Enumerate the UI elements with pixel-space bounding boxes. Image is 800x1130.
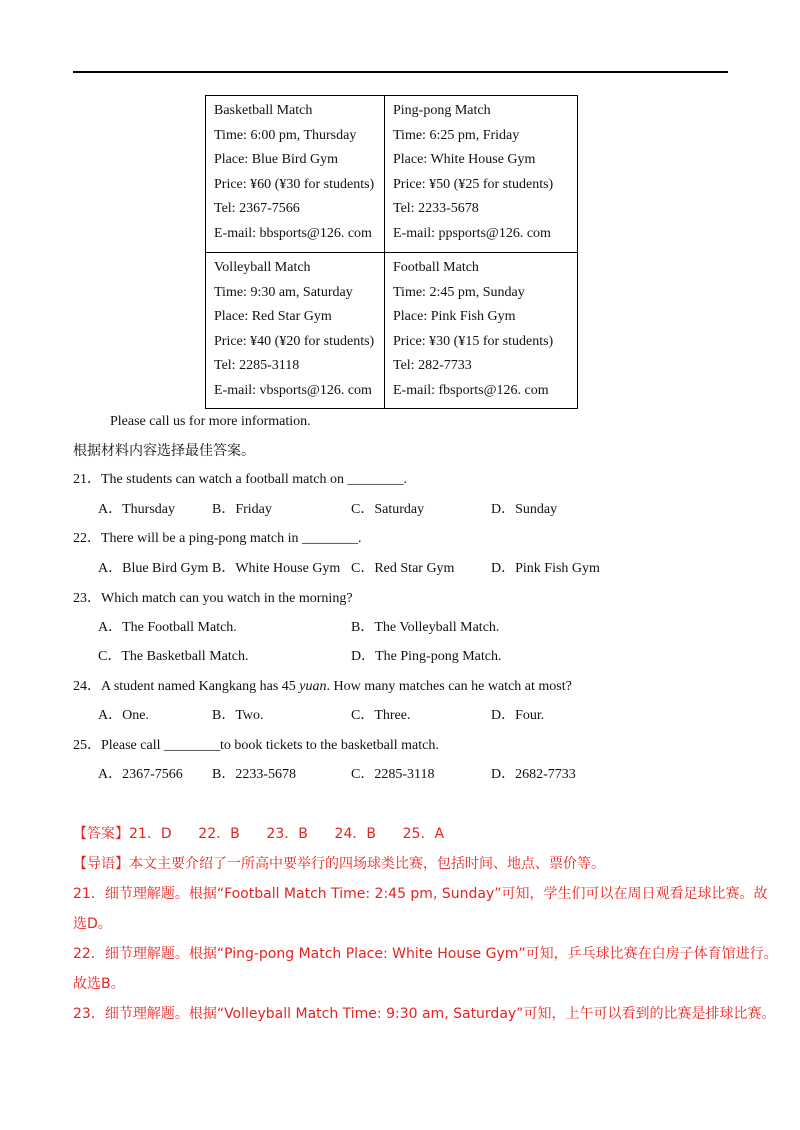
- explanation-line: 22．细节理解题。根据“Ping-pong Match Place: White House Gym”可知，乒乓球比赛在白房子体育馆进行。: [73, 946, 778, 962]
- cell-tel: Tel: 2367-7566: [214, 201, 300, 216]
- question-stem: 25．Please call ________to book tickets to the basketball match.: [73, 738, 439, 753]
- explanation-line: 21．细节理解题。根据“Football Match Time: 2:45 pm, Sunday”可知，学生们可以在周日观看足球比赛。故: [73, 886, 768, 902]
- cell-place: Place: Pink Fish Gym: [393, 309, 516, 324]
- cell-email: E-mail: vbsports@126. com: [214, 382, 372, 398]
- question-stem: 22．There will be a ping-pong match in ________.: [73, 531, 362, 546]
- option-a: A．Thursday: [98, 502, 175, 517]
- option-c: C．Saturday: [351, 502, 425, 517]
- cell-price: Price: ¥60 (¥30 for students): [214, 176, 375, 192]
- cell-place: Place: White House Gym: [393, 152, 536, 167]
- option-d: D．The Ping-pong Match.: [351, 649, 502, 664]
- option-c: C．The Basketball Match.: [98, 649, 249, 664]
- option-b: B．The Volleyball Match.: [351, 620, 500, 635]
- option-a: A．Blue Bird Gym: [98, 561, 209, 576]
- instruction: 根据材料内容选择最佳答案。: [73, 443, 255, 459]
- header-rule: [73, 71, 728, 73]
- cell-price: Price: ¥40 (¥20 for students): [214, 333, 375, 349]
- question-stem: 23．Which match can you watch in the morning?: [73, 591, 353, 606]
- question-stem: [73, 678, 572, 696]
- cell-tel: Tel: 2233-5678: [393, 201, 479, 216]
- match-info-table: [205, 95, 578, 409]
- cell-email: E-mail: fbsports@126. com: [393, 382, 549, 398]
- option-b: B．Friday: [212, 502, 272, 517]
- answer-key: 【答案】21．D 22．B 23．B 24．B 25．A: [73, 826, 445, 842]
- cell-place: Place: Red Star Gym: [214, 309, 332, 324]
- stem-part: 24．A student named Kangkang has 45: [73, 679, 300, 694]
- table-divider-horizontal: [206, 252, 577, 253]
- guide-text: 【导语】本文主要介绍了一所高中要举行的四场球类比赛，包括时间、地点、票价等。: [73, 856, 605, 872]
- volleyball-cell: [214, 256, 374, 403]
- option-a: A．2367-7566: [98, 767, 183, 782]
- explanation-line: 23．细节理解题。根据“Volleyball Match Time: 9:30 am, Saturday”可知，上午可以看到的比赛是排球比赛。: [73, 1006, 776, 1022]
- stem-part: . How many matches can he watch at most?: [326, 679, 572, 694]
- cell-title: Basketball Match: [214, 103, 313, 118]
- option-d: D．Pink Fish Gym: [491, 561, 600, 576]
- cell-email: E-mail: ppsports@126. com: [393, 225, 551, 241]
- option-d: D．2682-7733: [491, 767, 576, 782]
- option-d: D．Four.: [491, 708, 545, 723]
- cell-time: Time: 9:30 am, Saturday: [214, 284, 353, 300]
- cell-tel: Tel: 2285-3118: [214, 358, 300, 373]
- stem-emphasis: yuan: [299, 679, 327, 694]
- cell-price: Price: ¥50 (¥25 for students): [393, 176, 554, 192]
- cell-title: Ping-pong Match: [393, 103, 491, 118]
- option-a: A．One.: [98, 708, 149, 723]
- question-stem: 21．The students can watch a football match on ________.: [73, 472, 407, 487]
- option-b: B．White House Gym: [212, 561, 341, 576]
- cell-email: E-mail: bbsports@126. com: [214, 225, 372, 241]
- cell-time: Time: 6:00 pm, Thursday: [214, 127, 357, 143]
- cell-time: Time: 2:45 pm, Sunday: [393, 284, 525, 300]
- cell-price: Price: ¥30 (¥15 for students): [393, 333, 554, 349]
- basketball-cell: [214, 99, 374, 246]
- option-b: B．Two.: [212, 708, 264, 723]
- option-b: B．2233-5678: [212, 767, 296, 782]
- cell-title: Volleyball Match: [214, 260, 311, 275]
- option-d: D．Sunday: [491, 502, 558, 517]
- cell-place: Place: Blue Bird Gym: [214, 152, 339, 167]
- cell-tel: Tel: 282-7733: [393, 358, 472, 373]
- option-c: C．Red Star Gym: [351, 561, 455, 576]
- football-cell: [393, 256, 553, 403]
- option-a: A．The Football Match.: [98, 620, 237, 635]
- pingpong-cell: [393, 99, 553, 246]
- explanation-line: 故选B。: [73, 976, 125, 992]
- more-info-note: Please call us for more information.: [110, 414, 311, 429]
- cell-title: Football Match: [393, 260, 479, 275]
- explanation-line: 选D。: [73, 916, 112, 932]
- option-c: C．Three.: [351, 708, 411, 723]
- option-c: C．2285-3118: [351, 767, 435, 782]
- cell-time: Time: 6:25 pm, Friday: [393, 127, 520, 143]
